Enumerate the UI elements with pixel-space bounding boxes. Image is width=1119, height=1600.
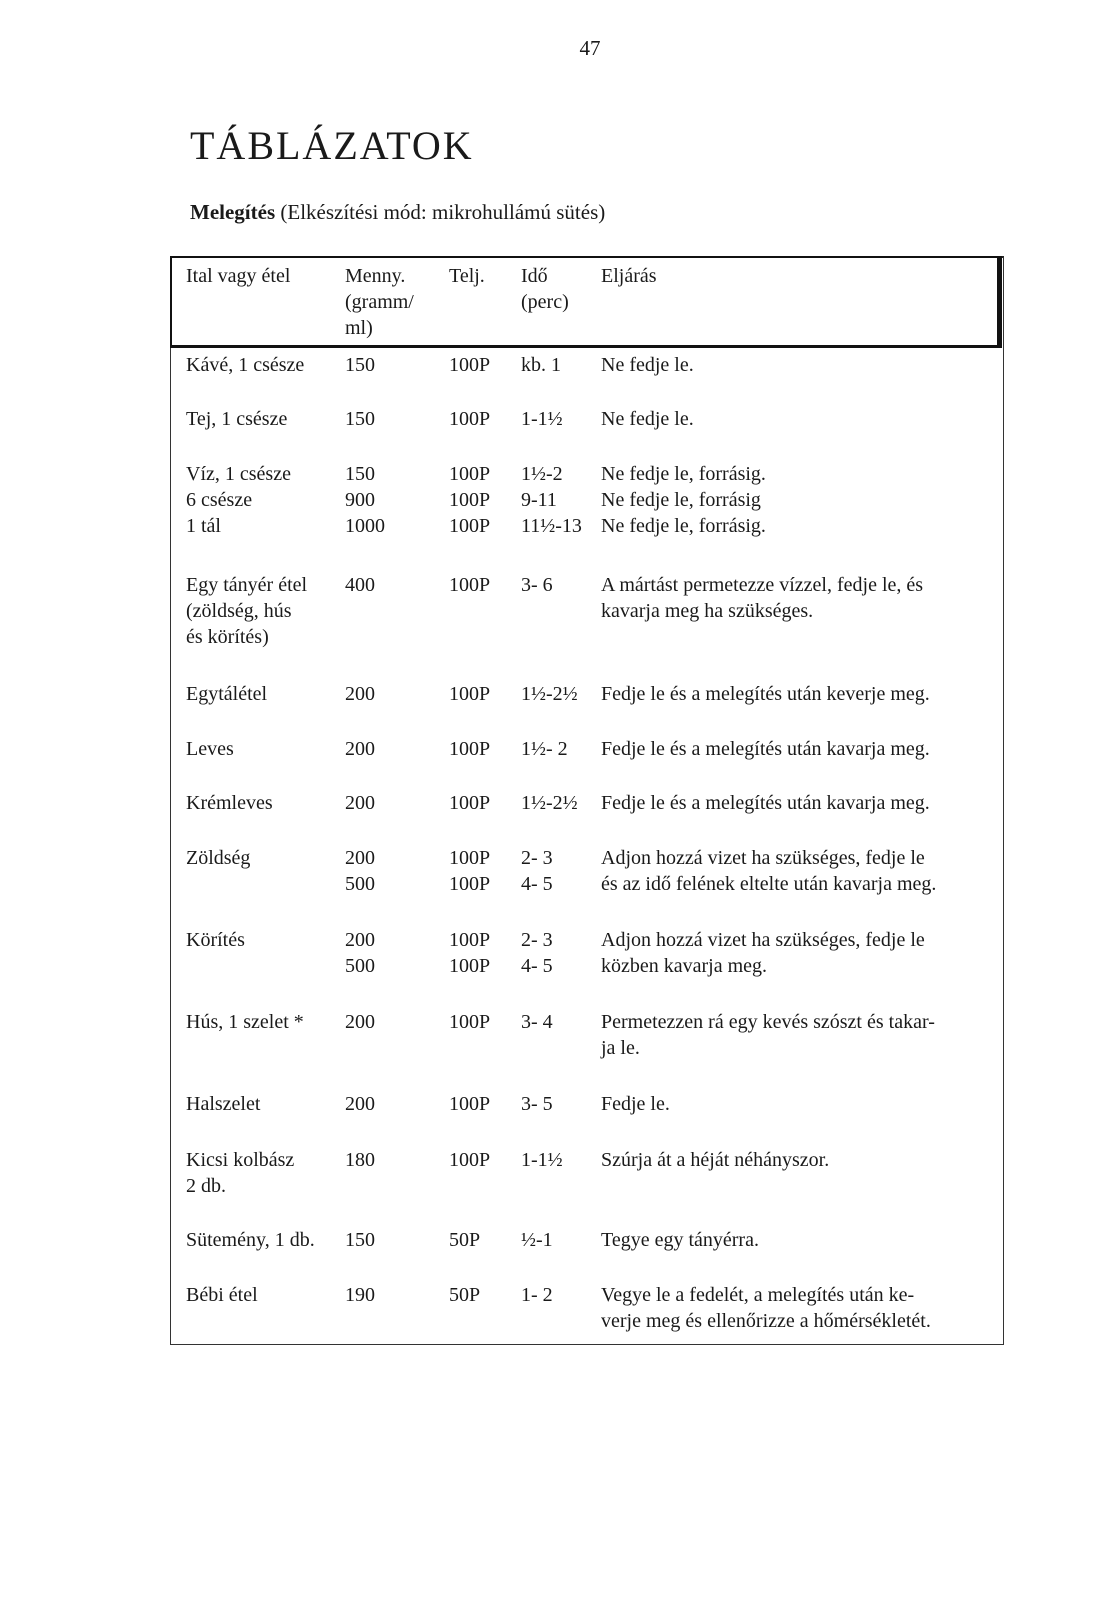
cell-time: 1½-2 9-11 11½-13 xyxy=(521,463,582,537)
cell-procedure: Fedje le. xyxy=(601,1093,670,1115)
cell-food: Zöldség xyxy=(186,847,251,869)
cell-power: 100P xyxy=(449,792,491,814)
cell-time: 3- 6 xyxy=(521,574,553,596)
cell-power: 100P xyxy=(449,354,491,376)
table-header-box xyxy=(170,256,1002,348)
page-number: 47 xyxy=(579,36,601,60)
header-power: Telj. xyxy=(449,265,485,287)
cell-quantity: 200 xyxy=(345,738,375,760)
cell-time: 3- 4 xyxy=(521,1011,553,1033)
header-food: Ital vagy étel xyxy=(186,265,291,287)
cell-procedure: Szúrja át a héját néhányszor. xyxy=(601,1149,830,1171)
cell-quantity: 150 xyxy=(345,1229,375,1251)
cell-procedure: A mártást permetezze vízzel, fedje le, és kavarja meg ha szükséges. xyxy=(601,574,924,622)
cell-procedure: Ne fedje le. xyxy=(601,354,694,376)
cell-time: 2- 3 4- 5 xyxy=(521,929,553,977)
page-title: TÁBLÁZATOK xyxy=(190,123,474,168)
section-heading xyxy=(190,200,605,225)
cell-power: 100P 100P xyxy=(449,847,491,895)
cell-time: 1-1½ xyxy=(521,1149,563,1171)
cell-procedure: Tegye egy tányérra. xyxy=(601,1229,759,1251)
cell-procedure: Adjon hozzá vizet ha szükséges, fedje le és az idő felének eltelte után kavarja meg. xyxy=(601,847,937,895)
cell-quantity: 200 xyxy=(345,1011,375,1033)
cell-power: 100P xyxy=(449,683,491,705)
cell-power: 100P xyxy=(449,1011,491,1033)
cell-time: 1½-2½ xyxy=(521,792,578,814)
cell-time: ½-1 xyxy=(521,1229,553,1251)
cell-procedure: Fedje le és a melegítés után keverje meg. xyxy=(601,683,930,705)
cell-time: 1½-2½ xyxy=(521,683,578,705)
cell-quantity: 190 xyxy=(345,1284,375,1306)
cell-procedure: Vegye le a fedelét, a melegítés után ke- verje meg és ellenőrizze a hőmérsékletét. xyxy=(601,1284,931,1332)
cell-procedure: Permetezzen rá egy kevés szószt és takar- ja le. xyxy=(601,1011,935,1059)
cell-power: 100P xyxy=(449,1093,491,1115)
cell-food: Egy tányér étel (zöldség, hús és körítés) xyxy=(186,574,308,648)
cell-quantity: 180 xyxy=(345,1149,375,1171)
cell-quantity: 200 xyxy=(345,1093,375,1115)
cell-time: 1½- 2 xyxy=(521,738,568,760)
cell-time: 1- 2 xyxy=(521,1284,553,1306)
cell-quantity: 200 500 xyxy=(345,929,375,977)
cell-food: Sütemény, 1 db. xyxy=(186,1229,315,1251)
cell-power: 50P xyxy=(449,1229,481,1251)
cell-time: 2- 3 4- 5 xyxy=(521,847,553,895)
cell-quantity: 200 xyxy=(345,792,375,814)
cell-quantity: 400 xyxy=(345,574,375,596)
cell-food: Bébi étel xyxy=(186,1284,258,1306)
cell-power: 100P xyxy=(449,1149,491,1171)
cell-food: Kicsi kolbász 2 db. xyxy=(186,1149,295,1197)
cell-food: Halszelet xyxy=(186,1093,261,1115)
cell-power: 50P xyxy=(449,1284,481,1306)
cell-quantity: 150 xyxy=(345,408,375,430)
cell-food: Krémleves xyxy=(186,792,273,814)
cell-power: 100P xyxy=(449,574,491,596)
header-time: Idő (perc) xyxy=(521,265,569,313)
cell-quantity: 150 xyxy=(345,354,375,376)
cell-food: Leves xyxy=(186,738,234,760)
cell-food: Tej, 1 csésze xyxy=(186,408,288,430)
cell-food: Körítés xyxy=(186,929,245,951)
cell-quantity: 200 xyxy=(345,683,375,705)
header-quantity: Menny. (gramm/ ml) xyxy=(345,265,414,339)
cell-quantity: 150 900 1000 xyxy=(345,463,385,537)
section-heading-rest: (Elkészítési mód: mikrohullámú sütés) xyxy=(275,200,606,224)
cell-procedure: Ne fedje le, forrásig. Ne fedje le, forrásig Ne fedje le, forrásig. xyxy=(601,463,766,537)
cell-power: 100P 100P xyxy=(449,929,491,977)
header-procedure: Eljárás xyxy=(601,265,657,287)
cell-power: 100P xyxy=(449,408,491,430)
cell-food: Kávé, 1 csésze xyxy=(186,354,305,376)
cell-procedure: Ne fedje le. xyxy=(601,408,694,430)
cell-time: 3- 5 xyxy=(521,1093,553,1115)
cell-procedure: Fedje le és a melegítés után kavarja meg. xyxy=(601,792,930,814)
cell-food: Víz, 1 csésze 6 csésze 1 tál xyxy=(186,463,291,537)
cell-power: 100P xyxy=(449,738,491,760)
cell-procedure: Adjon hozzá vizet ha szükséges, fedje le közben kavarja meg. xyxy=(601,929,925,977)
cell-procedure: Fedje le és a melegítés után kavarja meg. xyxy=(601,738,930,760)
cell-time: kb. 1 xyxy=(521,354,561,376)
cell-food: Egytálétel xyxy=(186,683,268,705)
cell-power: 100P 100P 100P xyxy=(449,463,491,537)
cell-time: 1-1½ xyxy=(521,408,563,430)
cell-food: Hús, 1 szelet * xyxy=(186,1011,304,1033)
section-heading-bold: Melegítés xyxy=(190,200,276,224)
cell-quantity: 200 500 xyxy=(345,847,375,895)
